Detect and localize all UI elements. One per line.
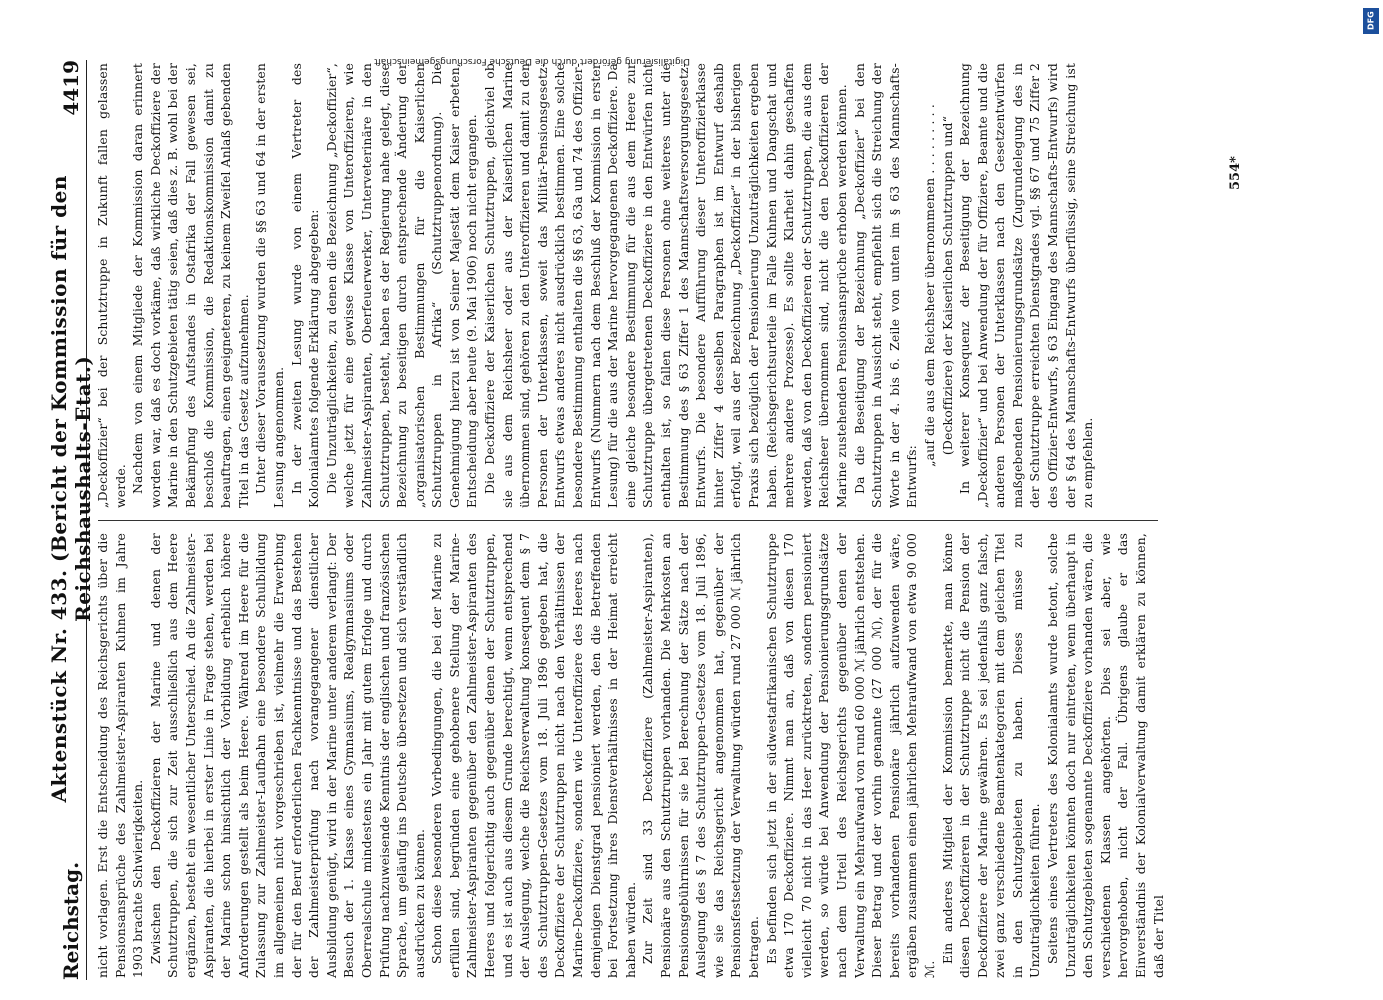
column-divider [98,520,1158,521]
paragraph: Da die Beseitigung der Bezeichnung „Deckoffizier“ bei den Schutztruppen in Aussicht steht, empfiehlt sich die Streichung der Worte in der 4. bis 6. Zeile von unten im § 63 des Mannschafts-Entwurfs: [851,63,920,508]
document-page [47,40,1380,1000]
printer-signature: 554* [1228,156,1243,190]
paragraph: In weiterer Konsequenz der Beseitigung der Bezeichnung „Deckoffizier“ und bei Anwendung der für Offiziere, Beamte und die anderen Personen der Unterklassen nach den Gesetzentwürfen maßgebenden Pensionierungsgrundsätze (Zugrundelegung des in der Schutztruppe erreichten Dienstgrades vgl. §§ 67 und 75 Ziffer 2 des Offizier-Entwurfs, § 63 Eingang des Mannschafts-Entwurfs) wird der § 64 des Mannschafts-Entwurfs überflüssig, seine Streichung ist zu empfehlen. [957,63,1096,508]
paragraph: Die Deckoffiziere der Kaiserlichen Schutztruppen, gleichviel ob sie aus dem Reichsheer oder aus der Kaiserlichen Marine übernommen sind, gehören zu den Unteroffizieren und damit zu den Personen der Unterklassen, soweit das Militär-Pensionsgesetz-Entwurfs etwas anderes nicht ausdrücklich bestimmen. Eine solche besondere Bestimmung enthalten die §§ 63, 63a und 74 des Offizier-Entwurfs (Nummern nach dem Beschluß der Kommission in erster Lesung) für die aus der Marine hervorgegangenen Deckoffiziere. Da eine gleiche besondere Bestimmung für die aus dem Heere zur Schutztruppe übergetretenen Deckoffiziere in den Entwürfen nicht enthalten ist, so fallen diese Personen ohne weiteres unter die Bestimmung des § 63 Ziffer 1 des Mannschaftsversorgungsgesetz-Entwurfs. Die besondere Aufführung dieser Unteroffizierklasse hinter Ziffer 4 desselben Paragraphen ist im Entwurf deshalb erfolgt, weil aus der Bezeichnung „Deckoffizier“ in der bisherigen Praxis sich bezüglich der Pensionierung Unzuträglichkeiten ergeben haben. (Reichsgerichtsurteile im Falle Kuhnen und Dangschat und mehrere andere Prozesse). Es sollte Klarheit dahin geschaffen werden, daß von den Deckoffizieren der Schutztruppen, die aus dem Reichsheer übernommen sind, nicht die den Deckoffizieren der Marine zustehenden Pensionsansprüche erhoben werden können. [482,63,849,508]
paragraph: Schon diese besonderen Vorbedingungen, die bei der Marine zu erfüllen sind, begründen eine gehobenere Stellung der Marine-Zahlmeister-Aspiranten gegenüber den Zahlmeister-Aspiranten des Heeres und folgerichtig auch gegenüber denen der Schutztruppen, und es ist auch aus diesem Grunde berechtigt, wenn entsprechend der Auslegung, welche die Reichsverwaltung konsequent dem § 7 des Schutztruppen-Gesetzes vom 18. Juli 1896 gegeben hat, die Deckoffiziere der Schutztruppen nicht nach den Verhältnissen der Marine-Deckoffiziere, sondern wie Unteroffiziere des Heeres nach demjenigen Dienstgrad pensioniert werden, den die Betreffenden bei Fortsetzung ihres Dienstverhältnisses in der Heimat erreicht haben würden. [429,533,638,978]
paragraph: In der zweiten Lesung wurde von einem Vertreter des Kolonialamtes folgende Erklärung abgegeben: [288,63,322,508]
paragraph: Seitens eines Vertreters des Kolonialamts wurde betont, solche Unzuträglichkeiten könnten doch nur eintreten, wenn überhaupt in den Schutzgebieten sogenannte Deckoffiziere vorhanden wären, die verschiedenen Klassen angehörten. Dies sei aber, wie hervorgehoben, nicht der Fall. Übrigens glaube er das Einverständnis der Kolonialverwaltung damit erklären zu können, daß der Titel [1045,533,1166,978]
digitization-note [60,42,690,66]
page-number: 4419 [59,60,83,116]
dfg-logo-icon: DFG [1363,8,1379,34]
paragraph: „auf die aus dem Reichsheer übernommenen . . . . . . . . . (Deckoffiziere) der Kaiserlichen Schutztruppen und“ [921,104,955,467]
header-left: Reichstag. [59,861,83,980]
paragraph: Zur Zeit sind 33 Deckoffiziere (Zahlmeister-Aspiranten), Pensionäre aus den Schutztruppen vorhanden. Die Mehrkosten an Pensionsgebührnissen für sie bei Berechnung der Sätze nach der Auslegung des § 7 des Schutztruppen-Gesetzes vom 18. Juli 1896, wie sie das Reichsgericht angenommen hat, gegenüber der Pensionsfestsetzung der Verwaltung würden rund 27 000 ℳ jährlich betragen. [640,533,761,978]
paragraph: Die Unzuträglichkeiten, zu denen die Bezeichnung „Deckoffizier“, welche jetzt für eine gewisse Klasse von Unteroffizieren, wie Zahlmeister-Aspiranten, Oberfeuerwerker, Unterveterinäre in den Schutztruppen, besteht, haben es der Regierung nahe gelegt, diese Bezeichnung zu beseitigen durch entsprechende Änderung der „organisatorischen Bestimmungen für die Kaiserlichen Schutztruppen in Afrika“ (Schutztruppenordnung). Die Genehmigung hierzu ist von Seiner Majestät dem Kaiser erbeten, Entscheidung aber heute (9. Mai 1906) noch nicht ergangen. [323,63,480,508]
paragraph: Nachdem von einem Mitgliede der Kommission daran erinnert worden war, daß es doch vorkäme, daß wirkliche Deckoffiziere der Marine in den Schutzgebieten tätig seien, daß dies z. B. wohl bei der Bekämpfung des Aufstandes in Ostafrika der Fall gewesen sei, beschloß die Kommission, die Redaktionskommission damit zu beauftragen, einen geeigneteren, zu keinem Zweifel Anlaß gebenden Titel in das Gesetz aufzunehmen. [130,62,251,508]
text-column-left [94,533,1167,978]
paragraph: Es befinden sich jetzt in der südwestafrikanischen Schutztruppe etwa 170 Deckoffiziere. Nimmt man an, daß von diesen 170 vielleicht 70 nicht in das Heer zurücktreten, sondern pensioniert werden, so würde bei Anwendung der Pensionierungsgrundsätze nach dem Urteil des Reichsgerichts gegenüber denen der Verwaltung ein Mehraufwand von rund 60 000 ℳ jährlich entstehen. Dieser Betrag und der vorhin genannte (27 000 ℳ), der für die bereits vorhandenen Pensionäre jährlich aufzuwenden wäre, ergäben zusammen einen jährlichen Mehraufwand von etwa 90 000 ℳ. [763,533,937,978]
paragraph: „Deckoffizier“ bei der Schutztruppe in Zukunft fallen gelassen werde. [95,63,128,508]
page-header [47,60,95,980]
paragraph: Ein anderes Mitglied der Kommission bemerkte, man könne diesen Deckoffizieren in der Schutztruppe nicht die Pension der Deckoffiziere der Marine gewähren. Es sei jedenfalls ganz falsch, zwei ganz verschiedene Beamtenkategorien mit dem gleichen Titel in den Schutzgebieten zu haben. Dieses müsse zu Unzuträglichkeiten führen. [939,533,1043,978]
paragraph: Unter dieser Voraussetzung wurden die §§ 63 und 64 in der ersten Lesung angenommen. [253,63,286,508]
header-title: Aktenstück Nr. 433. (Bericht der Kommission für den Reichshaushalts-Etat.) [47,175,95,803]
paragraph: Zwischen den Deckoffizieren der Marine und denen der Schutztruppen, die sich zur Zeit ausschließlich aus dem Heere ergänzen, besteht ein wesentlicher Unterschied. An die Zahlmeister-Aspiranten, die hierbei in erster Linie in Frage stehen, werden bei der Marine schon hinsichtlich der Vorbildung erheblich höhere Anforderungen gestellt als beim Heere. Während im Heere für die Zulassung zur Zahlmeister-Laufbahn eine besondere Schulbildung im allgemeinen nicht vorgeschrieben ist, vielmehr die Erwerbung der für den Beruf erforderlichen Fachkenntnisse und das Bestehen der Zahlmeisterprüfung nach vorangegangener dienstlicher Ausbildung genügt, wird in der Marine unter anderem verlangt: Der Besuch der 1. Klasse eines Gymnasiums, Realgymnasiums oder Oberrealschule mindestens ein Jahr mit gutem Erfolge und durch Prüfung nachzuweisende Kenntnis der englischen und französischen Sprache, um geläufig ins Deutsche übersetzen und sich verständlich ausdrücken zu können. [147,533,427,978]
digitization-note-text: Digitalisierung gefördert durch die Deutsche Forschungsgemeinschaft [374,56,690,66]
paragraph: nicht vorlagen. Erst die Entscheidung des Reichsgerichts über die Pensionsansprüche des Zahlmeister-Aspiranten Kuhnen im Jahre 1903 brachte Schwierigkeiten. [95,533,146,978]
text-column-right [94,63,1097,508]
